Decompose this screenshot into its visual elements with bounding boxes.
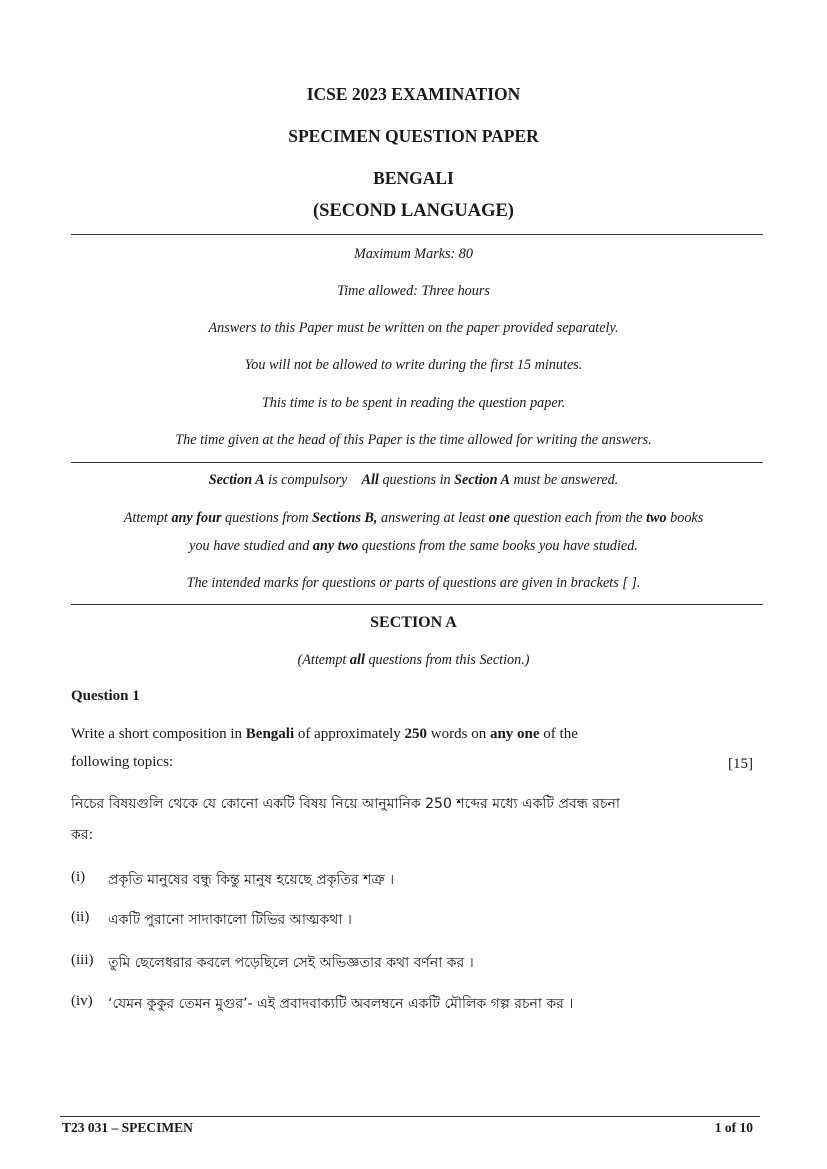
- rule-compulsory: Section A is compulsory All questions in Section A must be answered.: [208, 472, 619, 488]
- divider: [71, 462, 763, 463]
- exam-title: ICSE 2023 EXAMINATION: [306, 84, 521, 104]
- instruction-line: The time given at the head of this Paper is the time allowed for writing the answers.: [175, 432, 652, 448]
- question-label: Question 1: [71, 688, 140, 704]
- page-number: 1 of 10: [714, 1120, 753, 1135]
- option-text: তুমি ছেলেধরার কবলে পড়েছিলে সেই অভিজ্ঞতার কথা বর্ণনা কর ।: [108, 955, 474, 971]
- rule-attempt: Attempt any four questions from Sections B, answering at least one question each from the two books: [123, 510, 704, 526]
- max-marks: Maximum Marks: 80: [354, 246, 473, 262]
- option-text: ‘যেমন কুকুর তেমন মুগুর’- এই প্রবাদবাক্যটি অবলম্বনে একটি মৌলিক গল্প রচনা কর ।: [108, 996, 574, 1012]
- instruction-line: Answers to this Paper must be written on the paper provided separately.: [208, 320, 619, 336]
- option-text: প্রকৃতি মানুষের বন্ধু কিন্তু মানুষ হয়েছে প্রকৃতির শত্রু ।: [108, 872, 395, 888]
- question-text-en-cont: following topics:: [71, 754, 174, 770]
- question-text-bn: নিচের বিষয়গুলি থেকে যে কোনো একটি বিষয় নিয়ে আনুমানিক 250 শব্দের মধ্যে একটি প্রবন্ধ রচনা: [71, 796, 620, 812]
- section-subtitle: (Attempt all questions from this Section.): [297, 652, 530, 668]
- option-number: (iii): [71, 952, 94, 968]
- rule-attempt-cont: you have studied and any two questions from the same books you have studied.: [189, 538, 638, 554]
- option-text: একটি পুরানো সাদাকালো টিভির আত্মকথা ।: [108, 912, 352, 928]
- paper-title: SPECIMEN QUESTION PAPER: [288, 126, 539, 146]
- instruction-line: You will not be allowed to write during the first 15 minutes.: [244, 357, 583, 373]
- marks-badge: [15]: [728, 756, 753, 772]
- section-title: SECTION A: [370, 614, 457, 631]
- instruction-line: This time is to be spent in reading the question paper.: [261, 395, 566, 411]
- divider: [71, 604, 763, 605]
- question-text-en: Write a short composition in Bengali of approximately 250 words on any one of the: [71, 726, 578, 742]
- time-allowed: Time allowed: Three hours: [337, 283, 490, 299]
- option-number: (iv): [71, 993, 93, 1009]
- divider: [71, 234, 763, 235]
- option-number: (ii): [71, 909, 90, 925]
- rule-marks: The intended marks for questions or parts of questions are given in brackets [ ].: [186, 575, 641, 591]
- question-text-bn-cont: কর:: [71, 827, 94, 843]
- footer-divider: [60, 1116, 760, 1117]
- footer-code: T23 031 – SPECIMEN: [62, 1120, 193, 1135]
- option-number: (i): [71, 869, 86, 885]
- subject-title: BENGALI: [373, 168, 454, 188]
- language-title: (SECOND LANGUAGE): [313, 201, 514, 221]
